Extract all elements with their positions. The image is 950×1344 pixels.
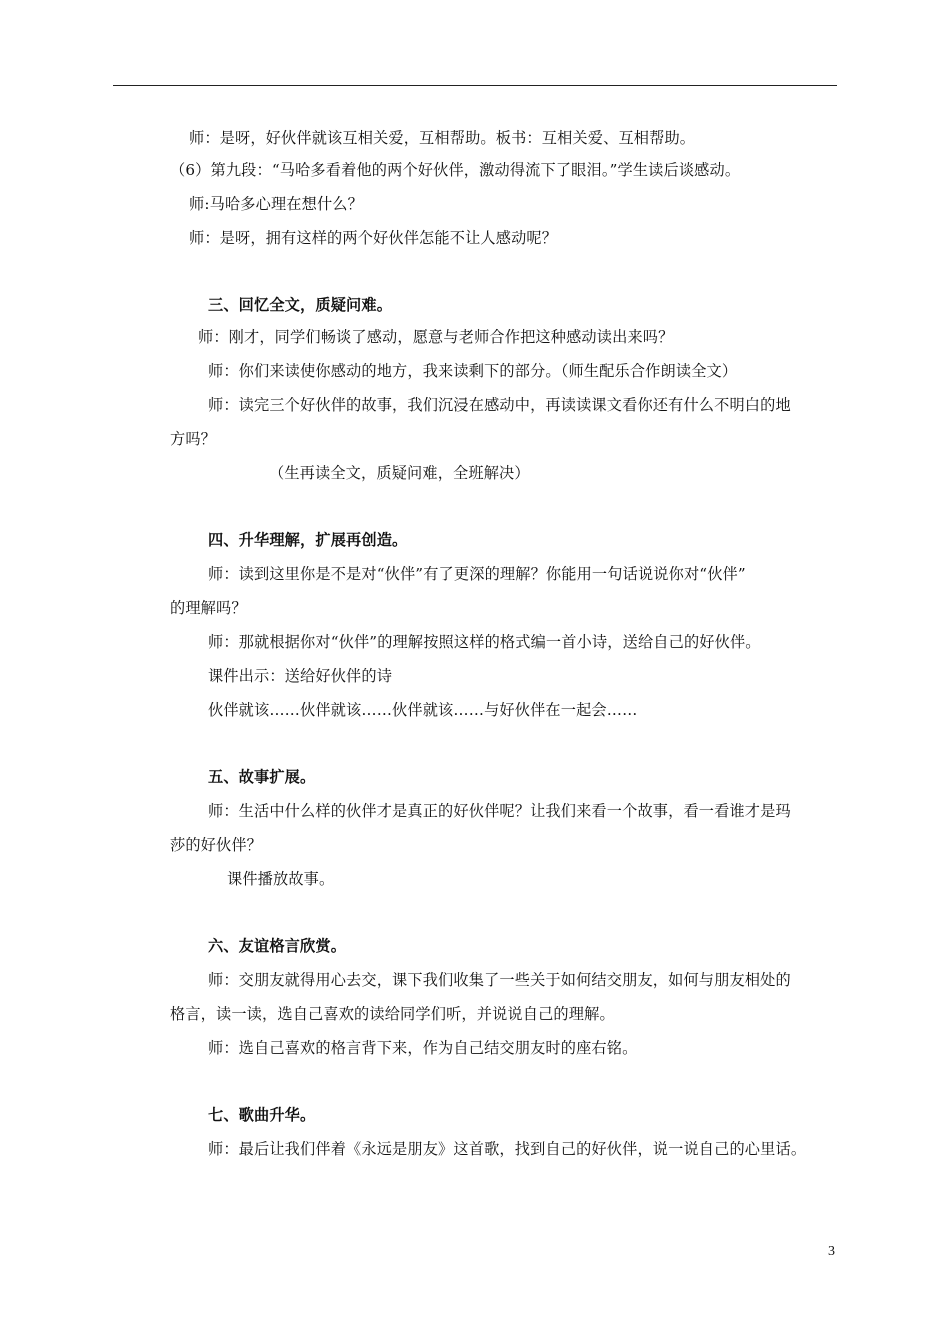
text-line: 师：最后让我们伴着《永远是朋友》这首歌，找到自己的好伙伴，说一说自己的心里话。 xyxy=(208,1140,807,1158)
header-rule xyxy=(113,85,837,86)
text-line: 师:马哈多心理在想什么？ xyxy=(189,195,363,213)
text-line: 师：读到这里你是不是对“伙伴”有了更深的理解？你能用一句话说说你对“伙伴” xyxy=(208,565,746,583)
section-heading: 四、升华理解，扩展再创造。 xyxy=(208,531,408,549)
text-line: 莎的好伙伴？ xyxy=(170,836,263,854)
text-line: 师：是呀，拥有这样的两个好伙伴怎能不让人感动呢？ xyxy=(189,229,558,247)
text-line: 格言，读一读，选自己喜欢的读给同学们听，并说说自己的理解。 xyxy=(170,1005,615,1023)
text-line: 课件播放故事。 xyxy=(227,870,335,888)
section-heading: 五、故事扩展。 xyxy=(208,768,316,786)
section-heading: 七、歌曲升华。 xyxy=(208,1106,316,1124)
text-line: 师：那就根据你对“伙伴”的理解按照这样的格式编一首小诗，送给自己的好伙伴。 xyxy=(208,633,761,651)
text-line: 课件出示：送给好伙伴的诗 xyxy=(208,667,393,685)
section-heading: 三、回忆全文，质疑问难。 xyxy=(208,296,393,314)
text-line: 的理解吗？ xyxy=(170,599,247,617)
text-line: 师：生活中什么样的伙伴才是真正的好伙伴呢？让我们来看一个故事，看一看谁才是玛 xyxy=(208,802,791,820)
section-heading: 六、友谊格言欣赏。 xyxy=(208,937,347,955)
text-line: 师：是呀，好伙伴就该互相关爱，互相帮助。板书：互相关爱、互相帮助。 xyxy=(189,129,696,147)
text-line: 伙伴就该……伙伴就该……伙伴就该……与好伙伴在一起会…… xyxy=(208,701,638,719)
text-line: 师：选自己喜欢的格言背下来，作为自己结交朋友时的座右铭。 xyxy=(208,1039,638,1057)
text-line: 师：刚才，同学们畅谈了感动，愿意与老师合作把这种感动读出来吗？ xyxy=(198,328,674,346)
page-number: 3 xyxy=(828,1244,835,1259)
text-line: 师：读完三个好伙伴的故事，我们沉浸在感动中，再读读课文看你还有什么不明白的地 xyxy=(208,396,791,414)
text-line: 方吗？ xyxy=(170,430,217,448)
text-line: 师：交朋友就得用心去交，课下我们收集了一些关于如何结交朋友，如何与朋友相处的 xyxy=(208,971,791,989)
text-line: （生再读全文，质疑问难，全班解决） xyxy=(269,464,530,482)
text-line: 师：你们来读使你感动的地方，我来读剩下的部分。（师生配乐合作朗读全文） xyxy=(208,362,738,380)
text-line: （6）第九段：“马哈多看着他的两个好伙伴，激动得流下了眼泪。”学生读后谈感动。 xyxy=(170,161,741,179)
